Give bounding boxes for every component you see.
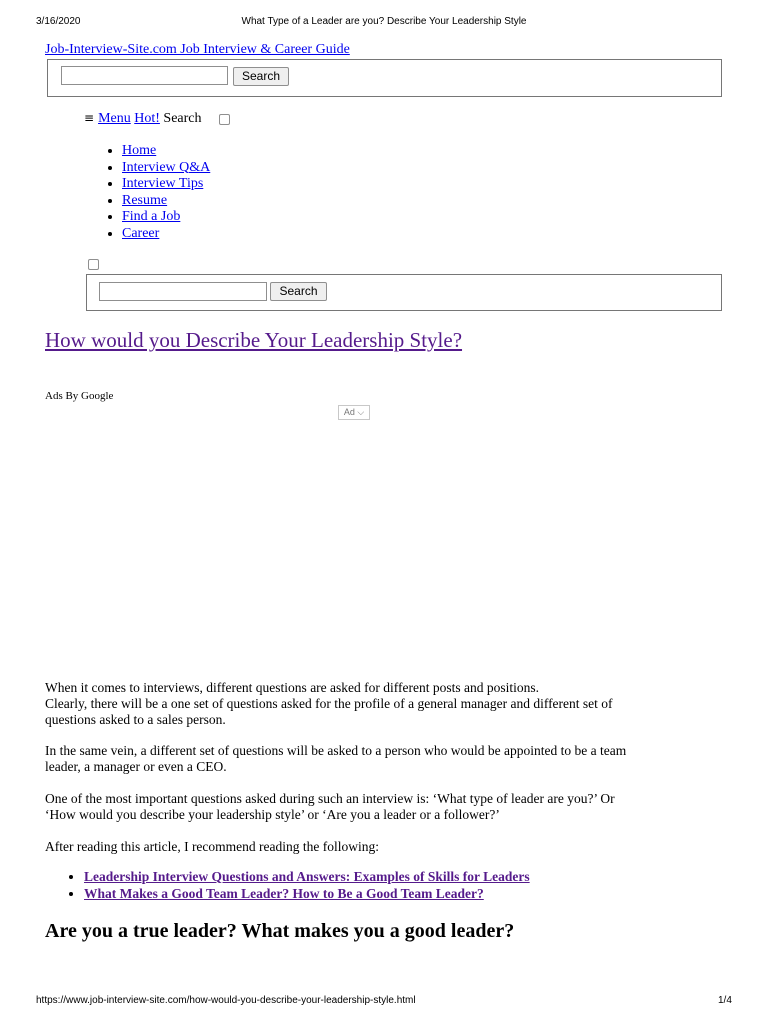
nav-item-home [122,143,210,160]
print-url: https://www.job-interview-site.com/how-would-you-describe-your-leadership-style.html [36,995,416,1006]
nav-item-find-a-job [122,209,210,226]
related-article-item [84,885,530,902]
nav-link-home[interactable]: Home [122,143,157,158]
nav-item-career [122,226,210,243]
second-search-input[interactable] [99,282,267,301]
paragraph-1 [45,680,725,728]
related-article-link-good-team-leader[interactable]: What Makes a Good Team Leader? How to Be a Good Team Leader? [84,886,484,901]
hamburger-icon: ≡ [84,111,95,125]
search-label: Search [163,111,202,126]
chevron-down-icon: ⌵ [357,407,365,417]
print-page-title: What Type of a Leader are you? Describe Your Leadership Style [241,16,527,27]
nav-link-interview-qa[interactable]: Interview Q&A [122,159,211,175]
section-heading: Are you a true leader? What makes you a good leader? [45,920,515,942]
top-search-panel [47,59,722,97]
related-article-item [84,868,530,885]
paragraph-1-line-3: questions asked to a sales person. [45,712,226,727]
paragraph-1-line-1: When it comes to interviews, different questions are asked for different posts and positions. [45,680,540,695]
print-date: 3/16/2020 [36,16,81,27]
paragraph-4: After reading this article, I recommend reading the following: [45,839,380,854]
nav-item-interview-qa [122,160,210,177]
menu-bar [84,111,202,127]
ads-by-google-label: Ads By Google [45,390,114,402]
paragraph-3-line-1: One of the most important questions asked during such an interview is: ‘What type of leader are you?’ Or [45,791,615,806]
menu-link[interactable]: Menu [98,111,131,126]
ad-badge[interactable] [338,405,370,420]
second-search-panel [86,274,722,311]
nav-toggle-checkbox[interactable] [88,259,99,270]
nav-link-resume[interactable]: Resume [122,192,168,208]
article-title [45,328,462,353]
site-home-link[interactable]: Job-Interview-Site.com Job Interview & Career Guide [45,42,350,57]
paragraph-3 [45,791,725,823]
paragraph-1-line-2: Clearly, there will be a one set of questions asked for the profile of a general manager and different set of [45,696,613,711]
hot-link[interactable]: Hot! [134,111,160,126]
search-toggle-checkbox[interactable] [219,114,230,125]
top-search-button[interactable]: Search [233,67,289,86]
paragraph-2-line-1: In the same vein, a different set of questions will be asked to a person who would be appointed to be a team [45,743,627,758]
main-nav [104,143,210,242]
ad-badge-label: Ad [343,407,355,417]
article-title-link[interactable]: How would you Describe Your Leadership Style? [45,328,463,352]
nav-link-career[interactable]: Career [122,225,160,241]
second-search-button[interactable]: Search [270,282,327,301]
related-articles-list [66,868,530,902]
nav-item-resume [122,193,210,210]
nav-link-find-a-job[interactable]: Find a Job [122,209,181,224]
paragraph-3-line-2: ‘How would you describe your leadership style’ or ‘Are you a leader or a follower?’ [45,807,500,822]
related-article-link-leadership-questions[interactable]: Leadership Interview Questions and Answers: Examples of Skills for Leaders [84,869,530,884]
top-search-input[interactable] [61,66,228,85]
print-page-number: 1/4 [718,995,732,1006]
nav-link-interview-tips[interactable]: Interview Tips [122,176,204,191]
paragraph-2 [45,743,725,775]
nav-item-interview-tips [122,176,210,193]
paragraph-2-line-2: leader, a manager or even a CEO. [45,759,227,774]
